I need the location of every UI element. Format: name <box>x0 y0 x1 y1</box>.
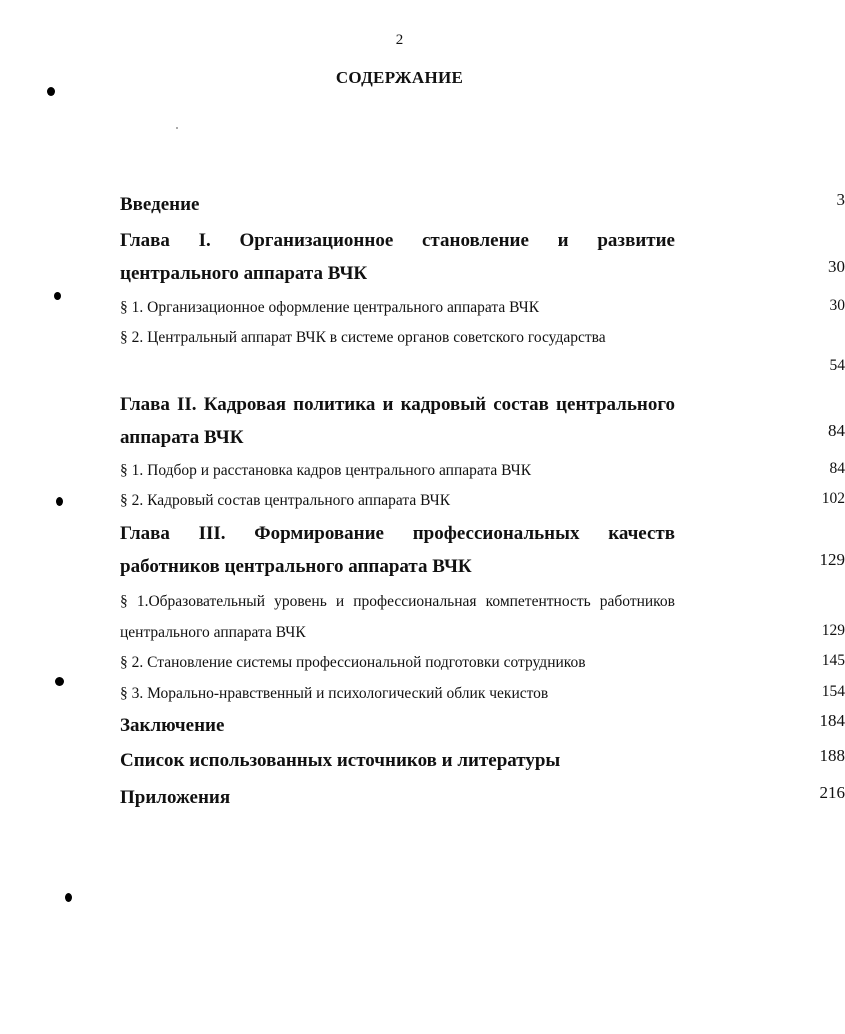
toc-entry-text: Список использованных источников и литературы <box>120 750 561 771</box>
toc-entry-chapter-3-section-3 <box>120 678 845 709</box>
toc-entry-text: Приложения <box>120 787 231 808</box>
toc-entry-chapter-1 <box>120 224 845 290</box>
toc-entry-chapter-1-section-2 <box>120 322 845 374</box>
binding-hole-mark <box>54 292 61 300</box>
binding-hole-mark <box>56 497 63 506</box>
toc-entry-page: 30 <box>829 297 845 314</box>
toc-entry-introduction <box>120 188 845 221</box>
toc-entry-appendices <box>120 781 845 814</box>
toc-entry-page: 145 <box>821 652 845 669</box>
toc-entry-page: 84 <box>829 460 845 477</box>
toc-entry-chapter-2-section-2 <box>120 485 845 516</box>
toc-entry-page: 3 <box>836 190 845 209</box>
toc-entry-chapter-1-section-1 <box>120 292 845 323</box>
toc-entry-text: § 2. Центральный аппарат ВЧК в системе органов советского государства <box>120 329 606 346</box>
toc-entry-page: 188 <box>819 746 845 765</box>
binding-hole-mark <box>65 893 72 902</box>
toc-entry-page: 129 <box>821 622 845 639</box>
toc-entry-text: § 2. Кадровый состав центрального аппарата ВЧК <box>120 492 451 509</box>
toc-entry-page: 129 <box>819 550 845 569</box>
toc-entry-chapter-3-section-2 <box>120 647 845 678</box>
toc-entry-chapter-3 <box>120 517 845 583</box>
toc-entry-text: Глава I. Организационное становление и развитие центрального аппарата ВЧК <box>120 230 675 284</box>
scan-speck <box>176 127 178 129</box>
toc-entry-page: 216 <box>819 783 845 802</box>
toc-entry-page: 30 <box>828 257 845 276</box>
binding-hole-mark <box>47 87 55 96</box>
toc-entry-chapter-2-section-1 <box>120 455 845 486</box>
page-title: СОДЕРЖАНИЕ <box>335 68 464 87</box>
toc-entry-text: § 1. Подбор и расстановка кадров центрального аппарата ВЧК <box>120 462 532 479</box>
toc-entry-page: 54 <box>829 357 845 374</box>
toc-entry-text: Введение <box>120 194 200 215</box>
toc-entry-text: Заключение <box>120 715 225 736</box>
toc-entry-text: Глава II. Кадровая политика и кадровый состав центрального аппарата ВЧК <box>120 394 675 448</box>
toc-entry-page: 84 <box>828 421 845 440</box>
binding-hole-mark <box>55 677 64 686</box>
toc-entry-text: Глава III. Формирование профессиональных качеств работников центрального аппарата ВЧК <box>120 523 675 577</box>
toc-entry-page: 154 <box>821 683 845 700</box>
toc-entry-text: § 1.Образовательный уровень и профессиональная компетентность работников центрального аппарата ВЧК <box>120 593 675 641</box>
toc-entry-page: 102 <box>821 490 845 507</box>
toc-entry-conclusion <box>120 709 845 742</box>
toc-entry-bibliography <box>120 744 845 777</box>
toc-entry-text: § 2. Становление системы профессиональной подготовки сотрудников <box>120 654 586 671</box>
toc-entry-chapter-3-section-1 <box>120 586 845 648</box>
toc-entry-text: § 3. Морально-нравственный и психологический облик чекистов <box>120 685 549 702</box>
toc-entry-page: 184 <box>819 711 845 730</box>
toc-entry-chapter-2 <box>120 388 845 454</box>
toc-entry-text: § 1. Организационное оформление центрального аппарата ВЧК <box>120 299 540 316</box>
page-number: 2 <box>395 32 404 48</box>
